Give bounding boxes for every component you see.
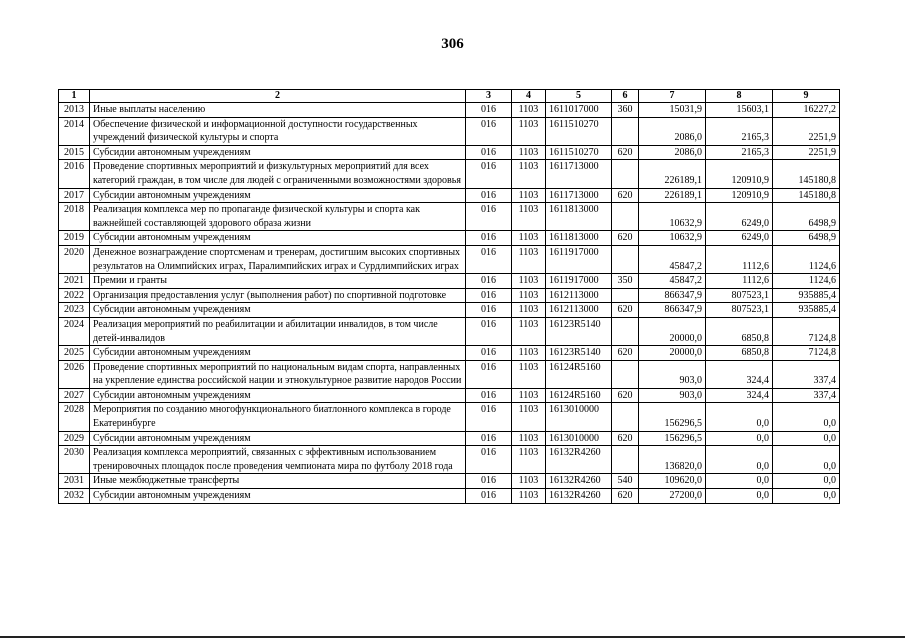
row-name: Субсидии автономным учреждениям: [90, 303, 466, 318]
row-col-7: 27200,0: [639, 489, 706, 504]
table-row: [59, 188, 840, 203]
row-col-9: 145180,8: [773, 188, 840, 203]
row-name: Субсидии автономным учреждениям: [90, 388, 466, 403]
row-col-9: 2251,9: [773, 145, 840, 160]
row-col-4: 1103: [512, 303, 546, 318]
row-number: 2013: [59, 103, 90, 118]
row-col-9: 2251,9: [773, 117, 840, 145]
row-col-9: 337,4: [773, 388, 840, 403]
row-number: 2031: [59, 474, 90, 489]
row-name: Мероприятия по созданию многофункционального биатлонного комплекса в городе Екатеринбурге: [90, 403, 466, 431]
row-col-9: 1124,6: [773, 274, 840, 289]
row-col-3: 016: [466, 245, 512, 273]
row-col-7: 136820,0: [639, 446, 706, 474]
row-name: Субсидии автономным учреждениям: [90, 489, 466, 504]
row-col-7: 20000,0: [639, 317, 706, 345]
row-col-3: 016: [466, 303, 512, 318]
row-col-9: 16227,2: [773, 103, 840, 118]
row-col-9: 935885,4: [773, 288, 840, 303]
row-col-7: 109620,0: [639, 474, 706, 489]
row-col-6: [612, 117, 639, 145]
table-row: [59, 446, 840, 474]
table-row: [59, 160, 840, 188]
table-row: [59, 288, 840, 303]
table-header-row: [59, 90, 840, 103]
row-col-5: 1611917000: [546, 274, 612, 289]
column-header: 8: [706, 90, 773, 103]
row-col-3: 016: [466, 360, 512, 388]
row-col-7: 2086,0: [639, 117, 706, 145]
row-col-5: 16132R4260: [546, 474, 612, 489]
row-col-5: 1611813000: [546, 231, 612, 246]
row-col-8: 2165,3: [706, 117, 773, 145]
row-col-8: 15603,1: [706, 103, 773, 118]
row-name: Проведение спортивных мероприятий и физкультурных мероприятий для всех категорий граждан, в том числе для людей с ограниченными возможностями здоровья: [90, 160, 466, 188]
row-number: 2021: [59, 274, 90, 289]
row-col-3: 016: [466, 203, 512, 231]
row-col-9: 6498,9: [773, 231, 840, 246]
row-col-8: 807523,1: [706, 288, 773, 303]
row-col-8: 6249,0: [706, 203, 773, 231]
row-col-7: 2086,0: [639, 145, 706, 160]
row-col-6: [612, 403, 639, 431]
row-col-5: 1611813000: [546, 203, 612, 231]
table-row: [59, 117, 840, 145]
row-name: Субсидии автономным учреждениям: [90, 431, 466, 446]
column-header: 2: [90, 90, 466, 103]
row-col-5: 1611713000: [546, 188, 612, 203]
row-name: Иные межбюджетные трансферты: [90, 474, 466, 489]
row-col-7: 903,0: [639, 388, 706, 403]
row-name: Премии и гранты: [90, 274, 466, 289]
table-row: [59, 231, 840, 246]
row-col-5: 16124R5160: [546, 388, 612, 403]
column-header: 7: [639, 90, 706, 103]
row-col-6: [612, 203, 639, 231]
row-col-5: 1613010000: [546, 431, 612, 446]
row-col-6: 620: [612, 346, 639, 361]
row-col-4: 1103: [512, 431, 546, 446]
row-number: 2017: [59, 188, 90, 203]
row-name: Иные выплаты населению: [90, 103, 466, 118]
column-header: 4: [512, 90, 546, 103]
row-number: 2019: [59, 231, 90, 246]
row-col-5: 16123R5140: [546, 317, 612, 345]
row-col-4: 1103: [512, 317, 546, 345]
table-row: [59, 431, 840, 446]
row-col-5: 1612113000: [546, 303, 612, 318]
row-col-6: [612, 446, 639, 474]
row-col-6: [612, 288, 639, 303]
row-col-7: 866347,9: [639, 288, 706, 303]
row-col-7: 156296,5: [639, 403, 706, 431]
row-col-9: 1124,6: [773, 245, 840, 273]
row-col-4: 1103: [512, 446, 546, 474]
row-col-6: 620: [612, 388, 639, 403]
row-name: Субсидии автономным учреждениям: [90, 231, 466, 246]
row-col-7: 226189,1: [639, 188, 706, 203]
row-col-4: 1103: [512, 274, 546, 289]
row-number: 2014: [59, 117, 90, 145]
budget-table: [58, 89, 840, 504]
row-col-5: 16123R5140: [546, 346, 612, 361]
row-col-8: 0,0: [706, 431, 773, 446]
column-header: 3: [466, 90, 512, 103]
row-col-3: 016: [466, 231, 512, 246]
row-name: Реализация комплекса мер по пропаганде физической культуры и спорта как важнейшей составляющей здорового образа жизни: [90, 203, 466, 231]
row-col-6: [612, 317, 639, 345]
page-number: 306: [441, 36, 464, 52]
table-row: [59, 274, 840, 289]
row-col-4: 1103: [512, 489, 546, 504]
row-col-8: 6850,8: [706, 346, 773, 361]
row-col-5: 1611713000: [546, 160, 612, 188]
row-col-3: 016: [466, 160, 512, 188]
row-col-5: 1611510270: [546, 145, 612, 160]
row-col-5: 16124R5160: [546, 360, 612, 388]
row-col-4: 1103: [512, 245, 546, 273]
row-col-6: 540: [612, 474, 639, 489]
row-col-8: 120910,9: [706, 188, 773, 203]
row-col-7: 20000,0: [639, 346, 706, 361]
row-col-4: 1103: [512, 474, 546, 489]
row-name: Обеспечение физической и информационной доступности государственных учреждений физической культуры и спорта: [90, 117, 466, 145]
row-col-3: 016: [466, 403, 512, 431]
row-col-4: 1103: [512, 203, 546, 231]
row-col-7: 903,0: [639, 360, 706, 388]
row-name: Проведение спортивных мероприятий по национальным видам спорта, направленных на укрепление единства российской нации и этнокультурное развитие народов России: [90, 360, 466, 388]
row-col-9: 7124,8: [773, 317, 840, 345]
row-col-3: 016: [466, 446, 512, 474]
row-number: 2030: [59, 446, 90, 474]
row-col-6: 620: [612, 231, 639, 246]
row-col-3: 016: [466, 145, 512, 160]
row-col-6: 620: [612, 489, 639, 504]
row-col-5: 1613010000: [546, 403, 612, 431]
row-col-9: 145180,8: [773, 160, 840, 188]
row-col-9: 0,0: [773, 403, 840, 431]
row-col-5: 1611510270: [546, 117, 612, 145]
table-row: [59, 103, 840, 118]
table-row: [59, 303, 840, 318]
row-col-4: 1103: [512, 145, 546, 160]
row-name: Реализация мероприятий по реабилитации и абилитации инвалидов, в том числе детей-инвалидов: [90, 317, 466, 345]
row-name: Организация предоставления услуг (выполнения работ) по спортивной подготовке: [90, 288, 466, 303]
row-col-4: 1103: [512, 103, 546, 118]
row-col-6: 350: [612, 274, 639, 289]
column-header: 1: [59, 90, 90, 103]
row-col-4: 1103: [512, 188, 546, 203]
row-col-3: 016: [466, 431, 512, 446]
scan-edge-line: [0, 636, 905, 638]
row-col-7: 866347,9: [639, 303, 706, 318]
row-col-3: 016: [466, 288, 512, 303]
row-number: 2026: [59, 360, 90, 388]
table-row: [59, 403, 840, 431]
table-row: [59, 474, 840, 489]
table-row: [59, 245, 840, 273]
table-row: [59, 489, 840, 504]
row-col-7: 226189,1: [639, 160, 706, 188]
row-number: 2032: [59, 489, 90, 504]
row-col-3: 016: [466, 274, 512, 289]
row-col-4: 1103: [512, 388, 546, 403]
row-number: 2016: [59, 160, 90, 188]
row-col-3: 016: [466, 317, 512, 345]
row-col-9: 337,4: [773, 360, 840, 388]
row-col-6: 620: [612, 431, 639, 446]
row-col-8: 0,0: [706, 474, 773, 489]
column-header: 6: [612, 90, 639, 103]
row-col-6: 620: [612, 188, 639, 203]
row-number: 2029: [59, 431, 90, 446]
table-row: [59, 346, 840, 361]
row-number: 2022: [59, 288, 90, 303]
row-col-4: 1103: [512, 117, 546, 145]
row-col-7: 15031,9: [639, 103, 706, 118]
row-number: 2028: [59, 403, 90, 431]
table-row: [59, 360, 840, 388]
row-col-3: 016: [466, 474, 512, 489]
row-col-8: 6249,0: [706, 231, 773, 246]
row-col-6: 620: [612, 145, 639, 160]
row-number: 2023: [59, 303, 90, 318]
row-col-7: 10632,9: [639, 203, 706, 231]
row-col-9: 0,0: [773, 431, 840, 446]
column-header: 9: [773, 90, 840, 103]
row-col-3: 016: [466, 489, 512, 504]
row-col-8: 1112,6: [706, 274, 773, 289]
row-col-3: 016: [466, 103, 512, 118]
row-col-4: 1103: [512, 360, 546, 388]
row-col-8: 807523,1: [706, 303, 773, 318]
row-col-8: 0,0: [706, 446, 773, 474]
row-name: Субсидии автономным учреждениям: [90, 346, 466, 361]
row-name: Субсидии автономным учреждениям: [90, 145, 466, 160]
row-col-5: 1611017000: [546, 103, 612, 118]
row-col-5: 1612113000: [546, 288, 612, 303]
row-col-5: 16132R4260: [546, 489, 612, 504]
row-col-6: [612, 360, 639, 388]
row-col-4: 1103: [512, 346, 546, 361]
row-number: 2015: [59, 145, 90, 160]
row-col-8: 324,4: [706, 388, 773, 403]
row-name: Субсидии автономным учреждениям: [90, 188, 466, 203]
row-col-5: 16132R4260: [546, 446, 612, 474]
row-col-9: 0,0: [773, 489, 840, 504]
row-col-4: 1103: [512, 288, 546, 303]
row-col-7: 10632,9: [639, 231, 706, 246]
row-col-9: 935885,4: [773, 303, 840, 318]
table-row: [59, 317, 840, 345]
row-col-9: 0,0: [773, 446, 840, 474]
row-number: 2020: [59, 245, 90, 273]
row-col-8: 1112,6: [706, 245, 773, 273]
row-col-5: 1611917000: [546, 245, 612, 273]
row-col-6: [612, 160, 639, 188]
row-col-8: 2165,3: [706, 145, 773, 160]
column-header: 5: [546, 90, 612, 103]
row-col-3: 016: [466, 388, 512, 403]
row-number: 2027: [59, 388, 90, 403]
row-col-3: 016: [466, 117, 512, 145]
row-col-8: 120910,9: [706, 160, 773, 188]
row-name: Реализация комплекса мероприятий, связанных с эффективным использованием тренировочных площадок после проведения чемпионата мира по футболу 2018 года: [90, 446, 466, 474]
row-col-4: 1103: [512, 231, 546, 246]
row-col-4: 1103: [512, 403, 546, 431]
row-col-6: [612, 245, 639, 273]
table-row: [59, 388, 840, 403]
row-col-7: 45847,2: [639, 245, 706, 273]
row-col-9: 6498,9: [773, 203, 840, 231]
row-col-8: 324,4: [706, 360, 773, 388]
row-col-4: 1103: [512, 160, 546, 188]
row-col-7: 45847,2: [639, 274, 706, 289]
row-number: 2025: [59, 346, 90, 361]
row-col-9: 0,0: [773, 474, 840, 489]
row-col-8: 0,0: [706, 489, 773, 504]
row-col-9: 7124,8: [773, 346, 840, 361]
row-col-8: 0,0: [706, 403, 773, 431]
table-row: [59, 145, 840, 160]
row-name: Денежное вознаграждение спортсменам и тренерам, достигшим высоких спортивных результатов на Олимпийских играх, Паралимпийских играх и Сурдлимпийских играх: [90, 245, 466, 273]
row-col-3: 016: [466, 346, 512, 361]
row-col-3: 016: [466, 188, 512, 203]
row-col-6: 360: [612, 103, 639, 118]
row-number: 2024: [59, 317, 90, 345]
row-number: 2018: [59, 203, 90, 231]
row-col-8: 6850,8: [706, 317, 773, 345]
row-col-6: 620: [612, 303, 639, 318]
row-col-7: 156296,5: [639, 431, 706, 446]
table-row: [59, 203, 840, 231]
